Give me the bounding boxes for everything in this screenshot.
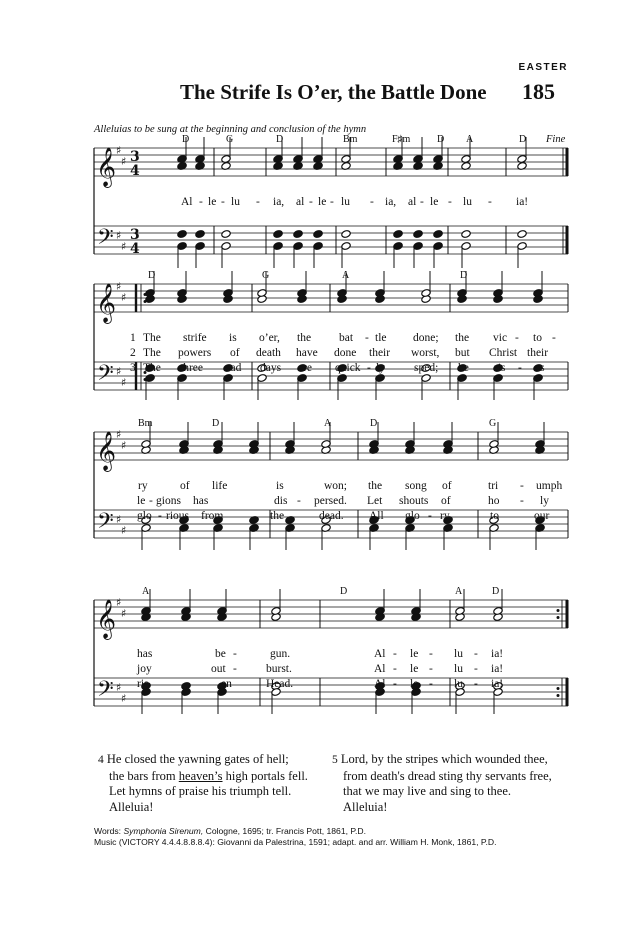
repeat-dot bbox=[557, 609, 560, 612]
hymn-title: The Strife Is O’er, the Battle Done bbox=[180, 80, 487, 104]
lyric-syllable: strife bbox=[183, 332, 207, 344]
lyric-syllable: of bbox=[442, 480, 452, 492]
chord-symbol: D bbox=[460, 270, 468, 281]
treble-clef-icon: 𝄞 bbox=[96, 147, 117, 187]
chord-symbol: Bm bbox=[138, 418, 153, 429]
bass-clef-icon: 𝄢 bbox=[97, 509, 114, 539]
section-label: EASTER bbox=[518, 62, 568, 73]
bass-clef-icon: 𝄢 bbox=[97, 677, 114, 707]
chord-symbol: A bbox=[324, 418, 332, 429]
lyric-syllable: out bbox=[211, 663, 226, 675]
lyric-syllable: the bbox=[368, 480, 383, 492]
key-signature-sharp-icon: ♯ bbox=[116, 428, 122, 441]
bass-note bbox=[293, 230, 303, 239]
key-signature-sharp-icon: ♯ bbox=[116, 280, 122, 293]
lyric-syllable: lu bbox=[231, 196, 240, 208]
chord-symbol: D bbox=[340, 586, 348, 597]
lyric-syllable: has bbox=[137, 648, 153, 660]
lyric-syllable: - bbox=[370, 196, 374, 208]
key-signature-sharp-icon: ♯ bbox=[116, 681, 122, 694]
lyric-syllable: - bbox=[429, 663, 433, 675]
chord-symbol: G bbox=[489, 418, 497, 429]
lyric-syllable: The bbox=[143, 347, 161, 359]
lyric-syllable: ry bbox=[138, 480, 148, 492]
key-signature-sharp-icon: ♯ bbox=[116, 513, 122, 526]
lyric-syllable: of bbox=[180, 480, 190, 492]
lyric-syllable: ia! bbox=[491, 678, 504, 690]
lyric-syllable: - bbox=[552, 332, 556, 344]
lyric-syllable: al bbox=[296, 196, 305, 208]
lyric-syllable: The bbox=[143, 332, 161, 344]
stanza-4 bbox=[98, 752, 308, 815]
stanza-line: from death's dread sting thy servants free, bbox=[343, 768, 552, 783]
lyric-syllable: to bbox=[533, 332, 542, 344]
stanza-5 bbox=[332, 752, 552, 815]
chord-symbol: D bbox=[276, 134, 284, 145]
treble-clef-icon: 𝄞 bbox=[96, 599, 117, 639]
key-signature-sharp-icon: ♯ bbox=[116, 229, 122, 242]
lyric-syllable: - bbox=[448, 196, 452, 208]
chord-symbol: D bbox=[492, 586, 500, 597]
lyric-syllable: powers bbox=[178, 347, 212, 359]
lyric-syllable: have bbox=[296, 347, 318, 359]
chord-symbol: Bm bbox=[343, 134, 358, 145]
stanza-line: Alleluia! bbox=[343, 799, 388, 814]
fine-marking: Fine bbox=[546, 134, 566, 145]
stanza-line: He closed the yawning gates of hell; bbox=[106, 752, 289, 766]
lyric-syllable: - bbox=[330, 196, 334, 208]
lyric-syllable: sped; bbox=[414, 362, 439, 374]
key-signature-sharp-icon: ♯ bbox=[121, 439, 127, 452]
bass-note bbox=[341, 230, 351, 239]
lyric-syllable: lu bbox=[454, 678, 463, 690]
key-signature-sharp-icon: ♯ bbox=[121, 291, 127, 304]
lyric-syllable: le bbox=[137, 495, 146, 507]
chord-symbol: D bbox=[148, 270, 156, 281]
lyric-syllable: ry bbox=[440, 510, 450, 522]
lyric-syllable: ia! bbox=[516, 196, 529, 208]
lyric-syllable: - bbox=[393, 678, 397, 690]
lyric-syllable: - bbox=[367, 362, 371, 374]
lyric-syllable: be bbox=[215, 648, 226, 660]
key-signature-sharp-icon: ♯ bbox=[116, 144, 122, 157]
lyric-syllable: Al bbox=[374, 678, 386, 690]
performance-instruction: Alleluias to be sung at the beginning and conclusion of the hymn bbox=[94, 124, 367, 135]
bass-note bbox=[433, 230, 443, 239]
lyric-syllable: le bbox=[430, 196, 439, 208]
time-signature-denominator: 4 bbox=[130, 241, 140, 257]
chord-symbol: D bbox=[212, 418, 220, 429]
lyric-syllable: of bbox=[230, 347, 240, 359]
key-signature-sharp-icon: ♯ bbox=[121, 376, 127, 389]
lyric-syllable: ia, bbox=[385, 196, 397, 208]
lyric-syllable: their bbox=[527, 347, 549, 359]
chord-symbol: D bbox=[437, 134, 445, 145]
bass-clef-icon: 𝄢 bbox=[97, 361, 114, 391]
lyric-syllable: - bbox=[518, 362, 522, 374]
lyric-syllable: vic bbox=[493, 332, 508, 344]
chord-symbol: D bbox=[182, 134, 190, 145]
lyric-syllable: ly bbox=[540, 495, 549, 507]
lyric-syllable: Al bbox=[181, 196, 193, 208]
lyric-syllable: ia! bbox=[491, 648, 504, 660]
lyric-syllable: bat bbox=[339, 332, 354, 344]
lyric-syllable: Christ bbox=[489, 347, 518, 359]
lyric-syllable: - bbox=[393, 648, 397, 660]
chord-symbol: D bbox=[370, 418, 378, 429]
bass-note bbox=[195, 230, 205, 239]
lyric-syllable: the bbox=[297, 332, 312, 344]
lyric-syllable: Head. bbox=[266, 678, 294, 690]
bass-clef-icon: 𝄢 bbox=[97, 225, 114, 255]
lyric-syllable: the bbox=[270, 510, 285, 522]
lyric-syllable: le bbox=[318, 196, 327, 208]
lyric-syllable: All bbox=[369, 510, 384, 522]
stanza-line: that we may live and sing to thee. bbox=[343, 784, 512, 798]
lyric-syllable: persed. bbox=[314, 495, 347, 507]
lyric-syllable: ris bbox=[137, 678, 149, 690]
lyric-syllable: - bbox=[420, 196, 424, 208]
hymn-number: 185 bbox=[522, 79, 555, 104]
key-signature-sharp-icon: ♯ bbox=[121, 607, 127, 620]
lyric-syllable: shouts bbox=[399, 495, 429, 507]
lyric-syllable: o’er, bbox=[259, 332, 280, 344]
lyric-syllable: ris bbox=[494, 362, 506, 374]
lyric-syllable: done; bbox=[413, 332, 439, 344]
lyric-syllable: done bbox=[334, 347, 357, 359]
lyric-syllable: three bbox=[180, 362, 203, 374]
lyric-syllable: ia, bbox=[273, 196, 285, 208]
lyric-syllable: to bbox=[490, 510, 499, 522]
lyric-syllable: - bbox=[429, 678, 433, 690]
bass-note bbox=[517, 230, 527, 239]
treble-clef-icon: 𝄞 bbox=[96, 283, 117, 323]
lyric-syllable: - bbox=[149, 495, 153, 507]
chord-symbol: G bbox=[226, 134, 234, 145]
key-signature-sharp-icon: ♯ bbox=[116, 365, 122, 378]
lyric-syllable: - bbox=[520, 480, 524, 492]
lyric-syllable: al bbox=[408, 196, 417, 208]
lyric-syllable: - bbox=[393, 663, 397, 675]
chord-symbol: G bbox=[262, 270, 270, 281]
lyric-syllable: days bbox=[260, 362, 282, 374]
lyric-syllable: - bbox=[488, 196, 492, 208]
bass-note bbox=[313, 230, 323, 239]
lyric-syllable: sad bbox=[226, 362, 242, 374]
lyric-syllable: our bbox=[534, 510, 550, 522]
lyric-syllable: ly bbox=[376, 362, 385, 374]
lyric-syllable: joy bbox=[137, 663, 152, 675]
stanza-line: Lord, by the stripes which wounded thee, bbox=[340, 752, 548, 766]
key-signature-sharp-icon: ♯ bbox=[116, 596, 122, 609]
time-signature-numerator: 3 bbox=[130, 149, 140, 165]
lyric-syllable: won; bbox=[324, 480, 347, 492]
repeat-dot bbox=[557, 687, 560, 690]
lyric-syllable: es bbox=[535, 362, 545, 374]
lyric-syllable: are bbox=[298, 362, 313, 374]
lyric-syllable: - bbox=[515, 332, 519, 344]
lyric-syllable: of bbox=[441, 495, 451, 507]
stanza-line: Let hymns of praise his triumph tell. bbox=[109, 784, 292, 798]
lyric-syllable: their bbox=[369, 347, 391, 359]
lyric-syllable: he bbox=[458, 362, 469, 374]
lyric-syllable: Al bbox=[374, 648, 386, 660]
lyric-syllable: - bbox=[256, 196, 260, 208]
lyric-syllable: death bbox=[256, 347, 281, 359]
lyric-syllable: Let bbox=[367, 495, 383, 507]
stanza-line: high portals fell. bbox=[222, 768, 308, 783]
chord-symbol: D bbox=[519, 134, 527, 145]
credits-music: Music (VICTORY 4.4.4.8.8.8.4): Giovanni da Palestrina, 1591; adapt. and arr. William H. Monk, 1861, P.D. bbox=[94, 837, 497, 847]
treble-clef-icon: 𝄞 bbox=[96, 431, 117, 471]
bass-note bbox=[177, 230, 187, 239]
lyric-syllable: but bbox=[455, 347, 470, 359]
lyric-syllable: is bbox=[276, 480, 284, 492]
lyric-syllable: from bbox=[201, 510, 224, 522]
chord-symbol: A bbox=[455, 586, 463, 597]
verse-number: 2 bbox=[130, 347, 136, 359]
lyric-syllable: Al bbox=[374, 663, 386, 675]
lyric-syllable: le bbox=[410, 663, 419, 675]
key-signature-sharp-icon: ♯ bbox=[121, 155, 127, 168]
credits bbox=[94, 826, 497, 848]
lyric-syllable: - bbox=[233, 648, 237, 660]
lyric-syllable: The bbox=[143, 362, 161, 374]
credits-words-source: Symphonia Sirenum, bbox=[123, 826, 204, 836]
time-signature-numerator: 3 bbox=[130, 227, 140, 243]
key-signature-sharp-icon: ♯ bbox=[121, 240, 127, 253]
lyric-syllable: tri bbox=[488, 480, 499, 492]
lyric-syllable: - bbox=[199, 196, 203, 208]
lyric-syllable: quick bbox=[335, 362, 361, 374]
credits-words-rest: Cologne, 1695; tr. Francis Pott, 1861, P.D. bbox=[203, 826, 366, 836]
lyric-syllable: - bbox=[365, 332, 369, 344]
lyric-syllable: lu bbox=[454, 648, 463, 660]
chord-symbol: A bbox=[142, 586, 150, 597]
lyric-syllable: glo bbox=[137, 510, 152, 522]
credits-words-label: Words: bbox=[94, 826, 124, 836]
chord-symbol: A bbox=[342, 270, 350, 281]
key-signature-sharp-icon: ♯ bbox=[121, 524, 127, 537]
stanza-underlined-word: heaven’s bbox=[178, 768, 223, 783]
lyric-syllable: - bbox=[474, 678, 478, 690]
lyric-syllable: gions bbox=[156, 495, 181, 507]
bass-note bbox=[273, 230, 283, 239]
lyric-syllable: le bbox=[410, 648, 419, 660]
lyric-syllable: - bbox=[520, 495, 524, 507]
stanza-number: 4 bbox=[98, 754, 104, 766]
lyric-syllable: ia! bbox=[491, 663, 504, 675]
stanza-line: Alleluia! bbox=[109, 799, 154, 814]
key-signature-sharp-icon: ♯ bbox=[121, 692, 127, 705]
lyric-syllable: - bbox=[428, 510, 432, 522]
bass-note bbox=[393, 230, 403, 239]
lyric-syllable: has bbox=[193, 495, 209, 507]
lyric-syllable: - bbox=[309, 196, 313, 208]
bass-note bbox=[221, 230, 231, 239]
lyric-syllable: - bbox=[474, 648, 478, 660]
stanza-number: 5 bbox=[332, 754, 338, 766]
lyric-syllable: - bbox=[221, 196, 225, 208]
lyric-syllable: the bbox=[455, 332, 470, 344]
lyric-syllable: - bbox=[474, 663, 478, 675]
lyric-syllable: glo bbox=[405, 510, 420, 522]
lyric-syllable: umph bbox=[536, 480, 563, 492]
lyric-syllable: burst. bbox=[266, 663, 292, 675]
lyric-syllable: ho bbox=[488, 495, 500, 507]
lyric-syllable: rious bbox=[166, 510, 189, 522]
lyric-syllable: lu bbox=[454, 663, 463, 675]
time-signature-denominator: 4 bbox=[130, 163, 140, 179]
stanza-line: the bars from bbox=[109, 768, 179, 783]
repeat-dot bbox=[557, 616, 560, 619]
chord-symbol: F♯m bbox=[392, 134, 411, 145]
lyric-syllable: - bbox=[233, 663, 237, 675]
lyric-syllable: dis bbox=[274, 495, 288, 507]
repeat-dot bbox=[557, 694, 560, 697]
lyric-syllable: dead. bbox=[319, 510, 344, 522]
verse-number: 3 bbox=[130, 362, 136, 374]
lyric-syllable: lu bbox=[341, 196, 350, 208]
lyric-syllable: tle bbox=[375, 332, 387, 344]
lyric-syllable: - bbox=[158, 510, 162, 522]
lyric-syllable: - bbox=[297, 495, 301, 507]
verse-number: 1 bbox=[130, 332, 136, 344]
lyric-syllable: gun. bbox=[270, 648, 291, 660]
chord-symbol: A bbox=[466, 134, 474, 145]
lyric-syllable: le bbox=[410, 678, 419, 690]
lyric-syllable: life bbox=[212, 480, 228, 492]
bass-note bbox=[413, 230, 423, 239]
bass-note bbox=[461, 230, 471, 239]
lyric-syllable: lu bbox=[463, 196, 472, 208]
lyric-syllable: le bbox=[208, 196, 217, 208]
lyric-syllable: en bbox=[221, 678, 232, 690]
lyric-syllable: - bbox=[429, 648, 433, 660]
lyric-syllable: song bbox=[405, 480, 427, 492]
lyric-syllable: worst, bbox=[411, 347, 440, 359]
lyric-syllable: - bbox=[182, 678, 186, 690]
lyric-syllable: is bbox=[229, 332, 237, 344]
